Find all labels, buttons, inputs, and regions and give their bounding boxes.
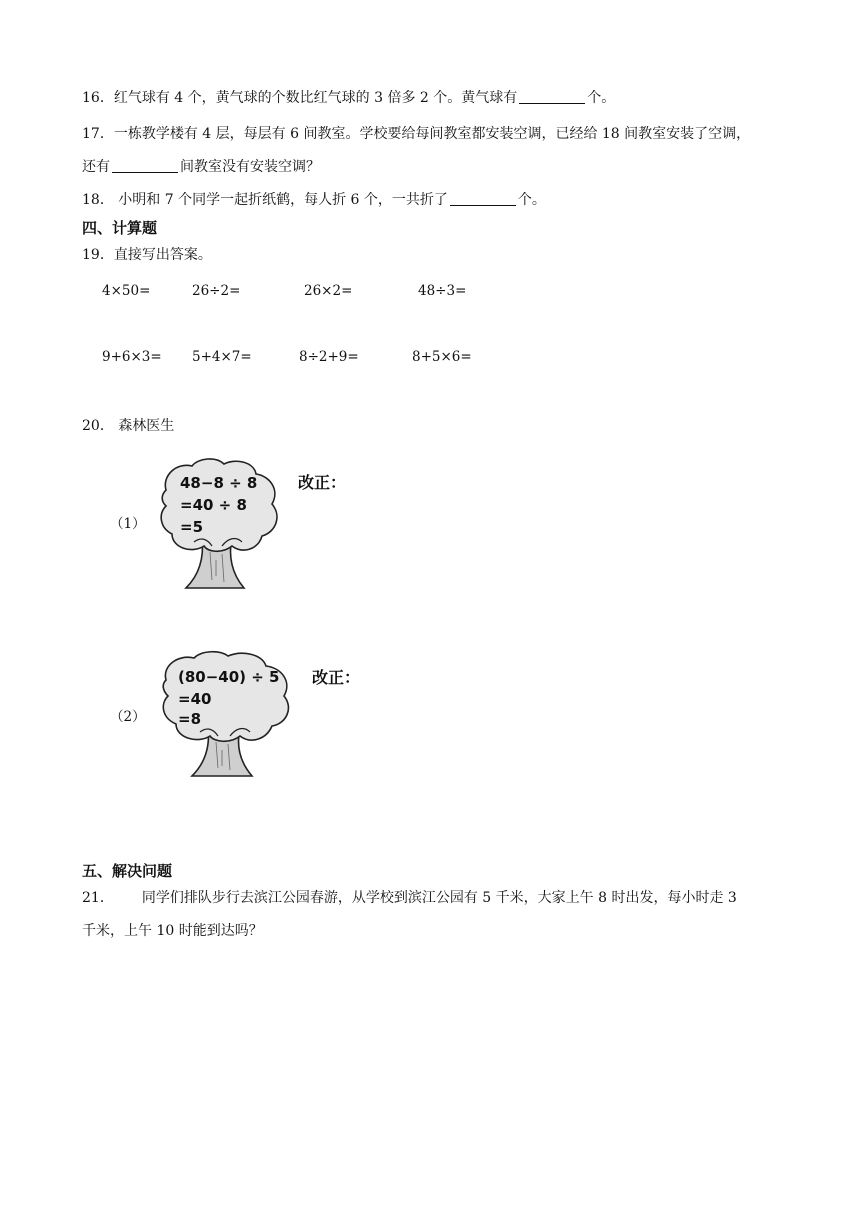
question-number: 16．	[82, 90, 114, 106]
calc-item: 48÷3=	[418, 283, 467, 299]
section-heading-calc: 四、计算题	[82, 219, 158, 237]
question-17-line2	[82, 157, 320, 177]
calc-item: 26×2=	[304, 283, 353, 299]
question-text-end: 个。	[517, 192, 546, 208]
question-text-end: 个。	[587, 90, 616, 106]
tree-illustration-1	[158, 456, 283, 600]
question-number: 17．	[82, 126, 114, 142]
tree-line: =40	[178, 690, 212, 708]
question-number: 18．	[82, 192, 114, 208]
question-number: 19．	[82, 247, 114, 263]
tree-line: (80−40) ÷ 5	[178, 668, 280, 686]
question-text: 同学们排队步行去滨江公园春游，从学校到滨江公园有 5 千米，大家上午 8 时出发，每小时走 3	[141, 890, 737, 906]
question-text: 红气球有 4 个，黄气球的个数比红气球的 3 倍多 2 个。黄气球有	[113, 90, 518, 106]
calc-item: 8÷2+9=	[299, 349, 359, 365]
question-text-end: 间教室没有安装空调？	[180, 159, 320, 175]
calc-item: 4×50=	[102, 283, 151, 299]
calc-item: 9+6×3=	[102, 349, 162, 365]
tree-illustration-2	[158, 650, 298, 789]
tree-line: =5	[180, 518, 204, 536]
answer-blank[interactable]	[112, 158, 178, 173]
tree-line: 48−8 ÷ 8	[180, 474, 258, 492]
question-text: 小明和 7 个同学一起折纸鹤，每人折 6 个，一共折了	[113, 192, 448, 208]
question-19	[82, 245, 212, 265]
question-text: 直接写出答案。	[113, 247, 212, 263]
question-18	[82, 190, 546, 210]
question-17-line1	[82, 124, 750, 144]
calc-item: 26÷2=	[192, 283, 241, 299]
item-label: （2）	[110, 709, 146, 725]
item-label: （1）	[110, 516, 146, 532]
correction-label: 改正：	[312, 668, 361, 687]
tree-line: =40 ÷ 8	[180, 496, 247, 514]
question-text: 一栋教学楼有 4 层，每层有 6 间教室。学校要给每间教室都安装空调，已经给 18 间教室安装了空调，	[113, 126, 751, 142]
section-heading-solve: 五、解决问题	[82, 862, 173, 880]
answer-blank[interactable]	[519, 89, 585, 104]
question-16	[82, 88, 615, 108]
calc-item: 8+5×6=	[412, 349, 472, 365]
question-text: 还有	[82, 159, 110, 175]
answer-blank[interactable]	[450, 191, 516, 206]
question-21-line2	[82, 921, 263, 941]
question-20	[82, 416, 174, 436]
question-number: 21．	[82, 890, 114, 906]
calc-item: 5+4×7=	[192, 349, 252, 365]
correction-label: 改正：	[298, 473, 347, 492]
question-number: 20．	[82, 418, 114, 434]
question-text: 千米，上午 10 时能到达吗？	[82, 923, 263, 939]
tree-line: =8	[178, 710, 202, 728]
question-text: 森林医生	[113, 418, 175, 434]
question-21-line1	[82, 888, 737, 908]
